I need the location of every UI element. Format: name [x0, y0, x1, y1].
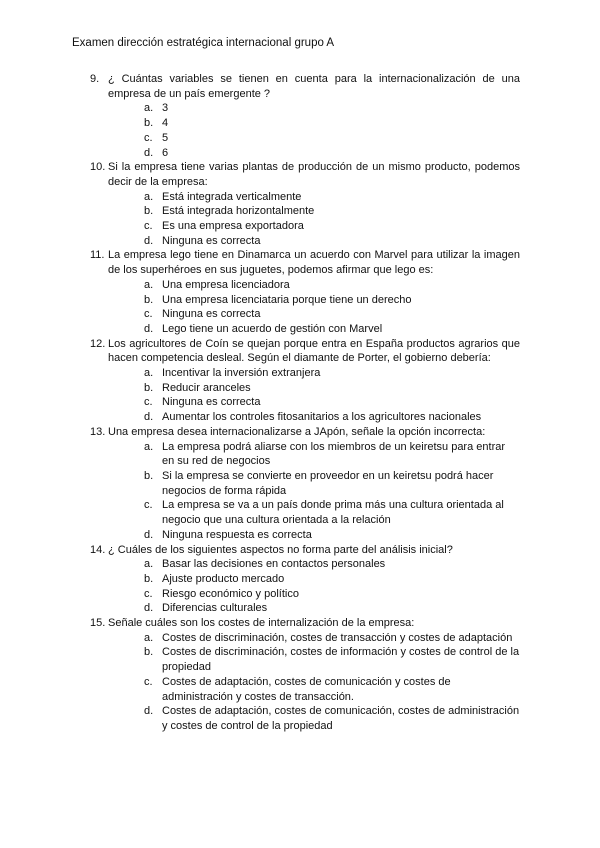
question-number: 14.: [90, 543, 106, 556]
question-text: Señale cuáles son los costes de internalización de la empresa:: [108, 617, 415, 630]
question-text: Si la empresa tiene varias plantas de producción de un mismo producto, podemos decir de la empresa:: [108, 161, 520, 188]
answer-option: [144, 116, 520, 131]
option-text: Es una empresa exportadora: [162, 220, 304, 233]
answer-option: [144, 498, 520, 527]
option-text: La empresa podrá aliarse con los miembros de un keiretsu para entrar en su red de negocios: [162, 440, 506, 468]
answer-option: [144, 234, 520, 249]
option-text: Diferencias culturales: [162, 602, 268, 615]
question-list: [90, 72, 520, 734]
question-item: [90, 72, 520, 160]
answer-options: [108, 190, 520, 249]
answer-options: [108, 631, 520, 734]
answer-options: [108, 278, 520, 337]
question-number: 10.: [90, 161, 106, 174]
answer-option: [144, 469, 520, 498]
question-text: La empresa lego tiene en Dinamarca un acuerdo con Marvel para utilizar la imagen de los superhéroes en sus juguetes, podemos afirmar que lego es:: [108, 249, 520, 277]
option-letter: a.: [144, 278, 154, 291]
answer-option: [144, 704, 520, 733]
answer-option: [144, 645, 520, 674]
answer-option: [144, 631, 520, 646]
option-letter: b.: [144, 117, 154, 130]
answer-option: [144, 307, 520, 322]
option-text: Si la empresa se convierte en proveedor en un keiretsu podrá hacer negocios de forma rápida: [162, 469, 494, 497]
option-letter: d.: [144, 322, 154, 335]
option-text: 5: [162, 131, 169, 144]
option-letter: c.: [144, 396, 153, 409]
option-text: 6: [162, 146, 169, 159]
question-item: [90, 248, 520, 336]
option-text: Está integrada verticalmente: [162, 190, 302, 203]
question-number: 12.: [90, 337, 106, 350]
question-text: ¿ Cuántas variables se tienen en cuenta para la internacionalización de una empresa de un país emergente ?: [108, 73, 520, 100]
page-header: Examen dirección estratégica internacional grupo A: [72, 37, 335, 49]
option-letter: b.: [144, 469, 154, 482]
question-item: [90, 543, 520, 617]
answer-option: [144, 528, 520, 543]
option-letter: a.: [144, 631, 154, 644]
option-letter: c.: [144, 499, 153, 512]
option-letter: d.: [144, 411, 154, 424]
answer-option: [144, 572, 520, 587]
option-letter: b.: [144, 293, 154, 306]
answer-option: [144, 410, 520, 425]
option-text: Una empresa licenciadora: [162, 278, 290, 291]
option-text: Lego tiene un acuerdo de gestión con Marvel: [162, 322, 383, 335]
option-text: Reducir aranceles: [162, 381, 251, 394]
answer-option: [144, 131, 520, 146]
option-text: Costes de discriminación, costes de transacción y costes de adaptación: [162, 631, 513, 644]
question-item: [90, 160, 520, 248]
option-text: Costes de adaptación, costes de comunicación, costes de administración y costes de control de la propiedad: [162, 705, 520, 732]
option-letter: a.: [144, 102, 154, 115]
question-number: 9.: [90, 73, 100, 85]
answer-option: [144, 293, 520, 308]
option-letter: d.: [144, 234, 154, 247]
answer-option: [144, 101, 520, 116]
option-text: Basar las decisiones en contactos personales: [162, 558, 386, 571]
answer-options: [108, 101, 520, 160]
option-letter: b.: [144, 205, 154, 218]
option-letter: c.: [144, 220, 153, 233]
option-text: 4: [162, 117, 169, 130]
question-item: [90, 425, 520, 543]
option-text: Ninguna es correcta: [162, 234, 261, 247]
answer-option: [144, 557, 520, 572]
answer-option: [144, 440, 520, 469]
answer-options: [108, 440, 520, 543]
option-text: 3: [162, 102, 169, 115]
option-text: Costes de discriminación, costes de información y costes de control de la propiedad: [162, 646, 520, 674]
option-text: Riesgo económico y político: [162, 587, 299, 600]
question-item: [90, 616, 520, 734]
option-letter: a.: [144, 558, 154, 571]
option-text: Ninguna es correcta: [162, 396, 261, 409]
option-text: Ninguna respuesta es correcta: [162, 528, 312, 541]
answer-option: [144, 190, 520, 205]
question-text: ¿ Cuáles de los siguientes aspectos no forma parte del análisis inicial?: [108, 543, 453, 556]
answer-option: [144, 675, 520, 704]
option-text: Una empresa licenciataria porque tiene un derecho: [162, 293, 412, 306]
answer-option: [144, 395, 520, 410]
answer-option: [144, 322, 520, 337]
answer-option: [144, 381, 520, 396]
answer-options: [108, 366, 520, 425]
answer-option: [144, 366, 520, 381]
option-letter: b.: [144, 646, 154, 659]
option-text: La empresa se va a un país donde prima más una cultura orientada al negocio que una cultura orientada a la relación: [162, 499, 504, 527]
answer-option: [144, 146, 520, 161]
question-text: Los agricultores de Coín se quejan porque entra en España productos agrarios que hacen competencia desleal. Según el diamante de Porter, el gobierno debería:: [108, 337, 520, 365]
answer-option: [144, 204, 520, 219]
option-letter: d.: [144, 146, 154, 159]
option-letter: d.: [144, 528, 154, 541]
answer-option: [144, 587, 520, 602]
option-letter: c.: [144, 675, 153, 688]
option-text: Está integrada horizontalmente: [162, 205, 315, 218]
option-letter: c.: [144, 308, 153, 321]
answer-option: [144, 601, 520, 616]
option-text: Ajuste producto mercado: [162, 572, 285, 585]
option-letter: d.: [144, 705, 154, 718]
question-number: 15.: [90, 617, 106, 630]
option-letter: a.: [144, 190, 154, 203]
option-letter: b.: [144, 381, 154, 394]
answer-option: [144, 219, 520, 234]
question-text: Una empresa desea internacionalizarse a JApón, señale la opción incorrecta:: [108, 425, 486, 438]
option-text: Incentivar la inversión extranjera: [162, 367, 321, 380]
question-number: 11.: [90, 249, 105, 262]
answer-options: [108, 557, 520, 616]
option-letter: d.: [144, 602, 154, 615]
option-letter: c.: [144, 131, 153, 144]
question-item: [90, 337, 520, 425]
question-number: 13.: [90, 425, 106, 438]
option-text: Ninguna es correcta: [162, 308, 261, 321]
option-letter: c.: [144, 587, 153, 600]
option-letter: b.: [144, 572, 154, 585]
answer-option: [144, 278, 520, 293]
option-letter: a.: [144, 367, 154, 380]
option-text: Costes de adaptación, costes de comunicación y costes de administración y costes de transacción.: [162, 675, 451, 703]
option-text: Aumentar los controles fitosanitarios a los agricultores nacionales: [162, 411, 482, 424]
option-letter: a.: [144, 440, 154, 453]
